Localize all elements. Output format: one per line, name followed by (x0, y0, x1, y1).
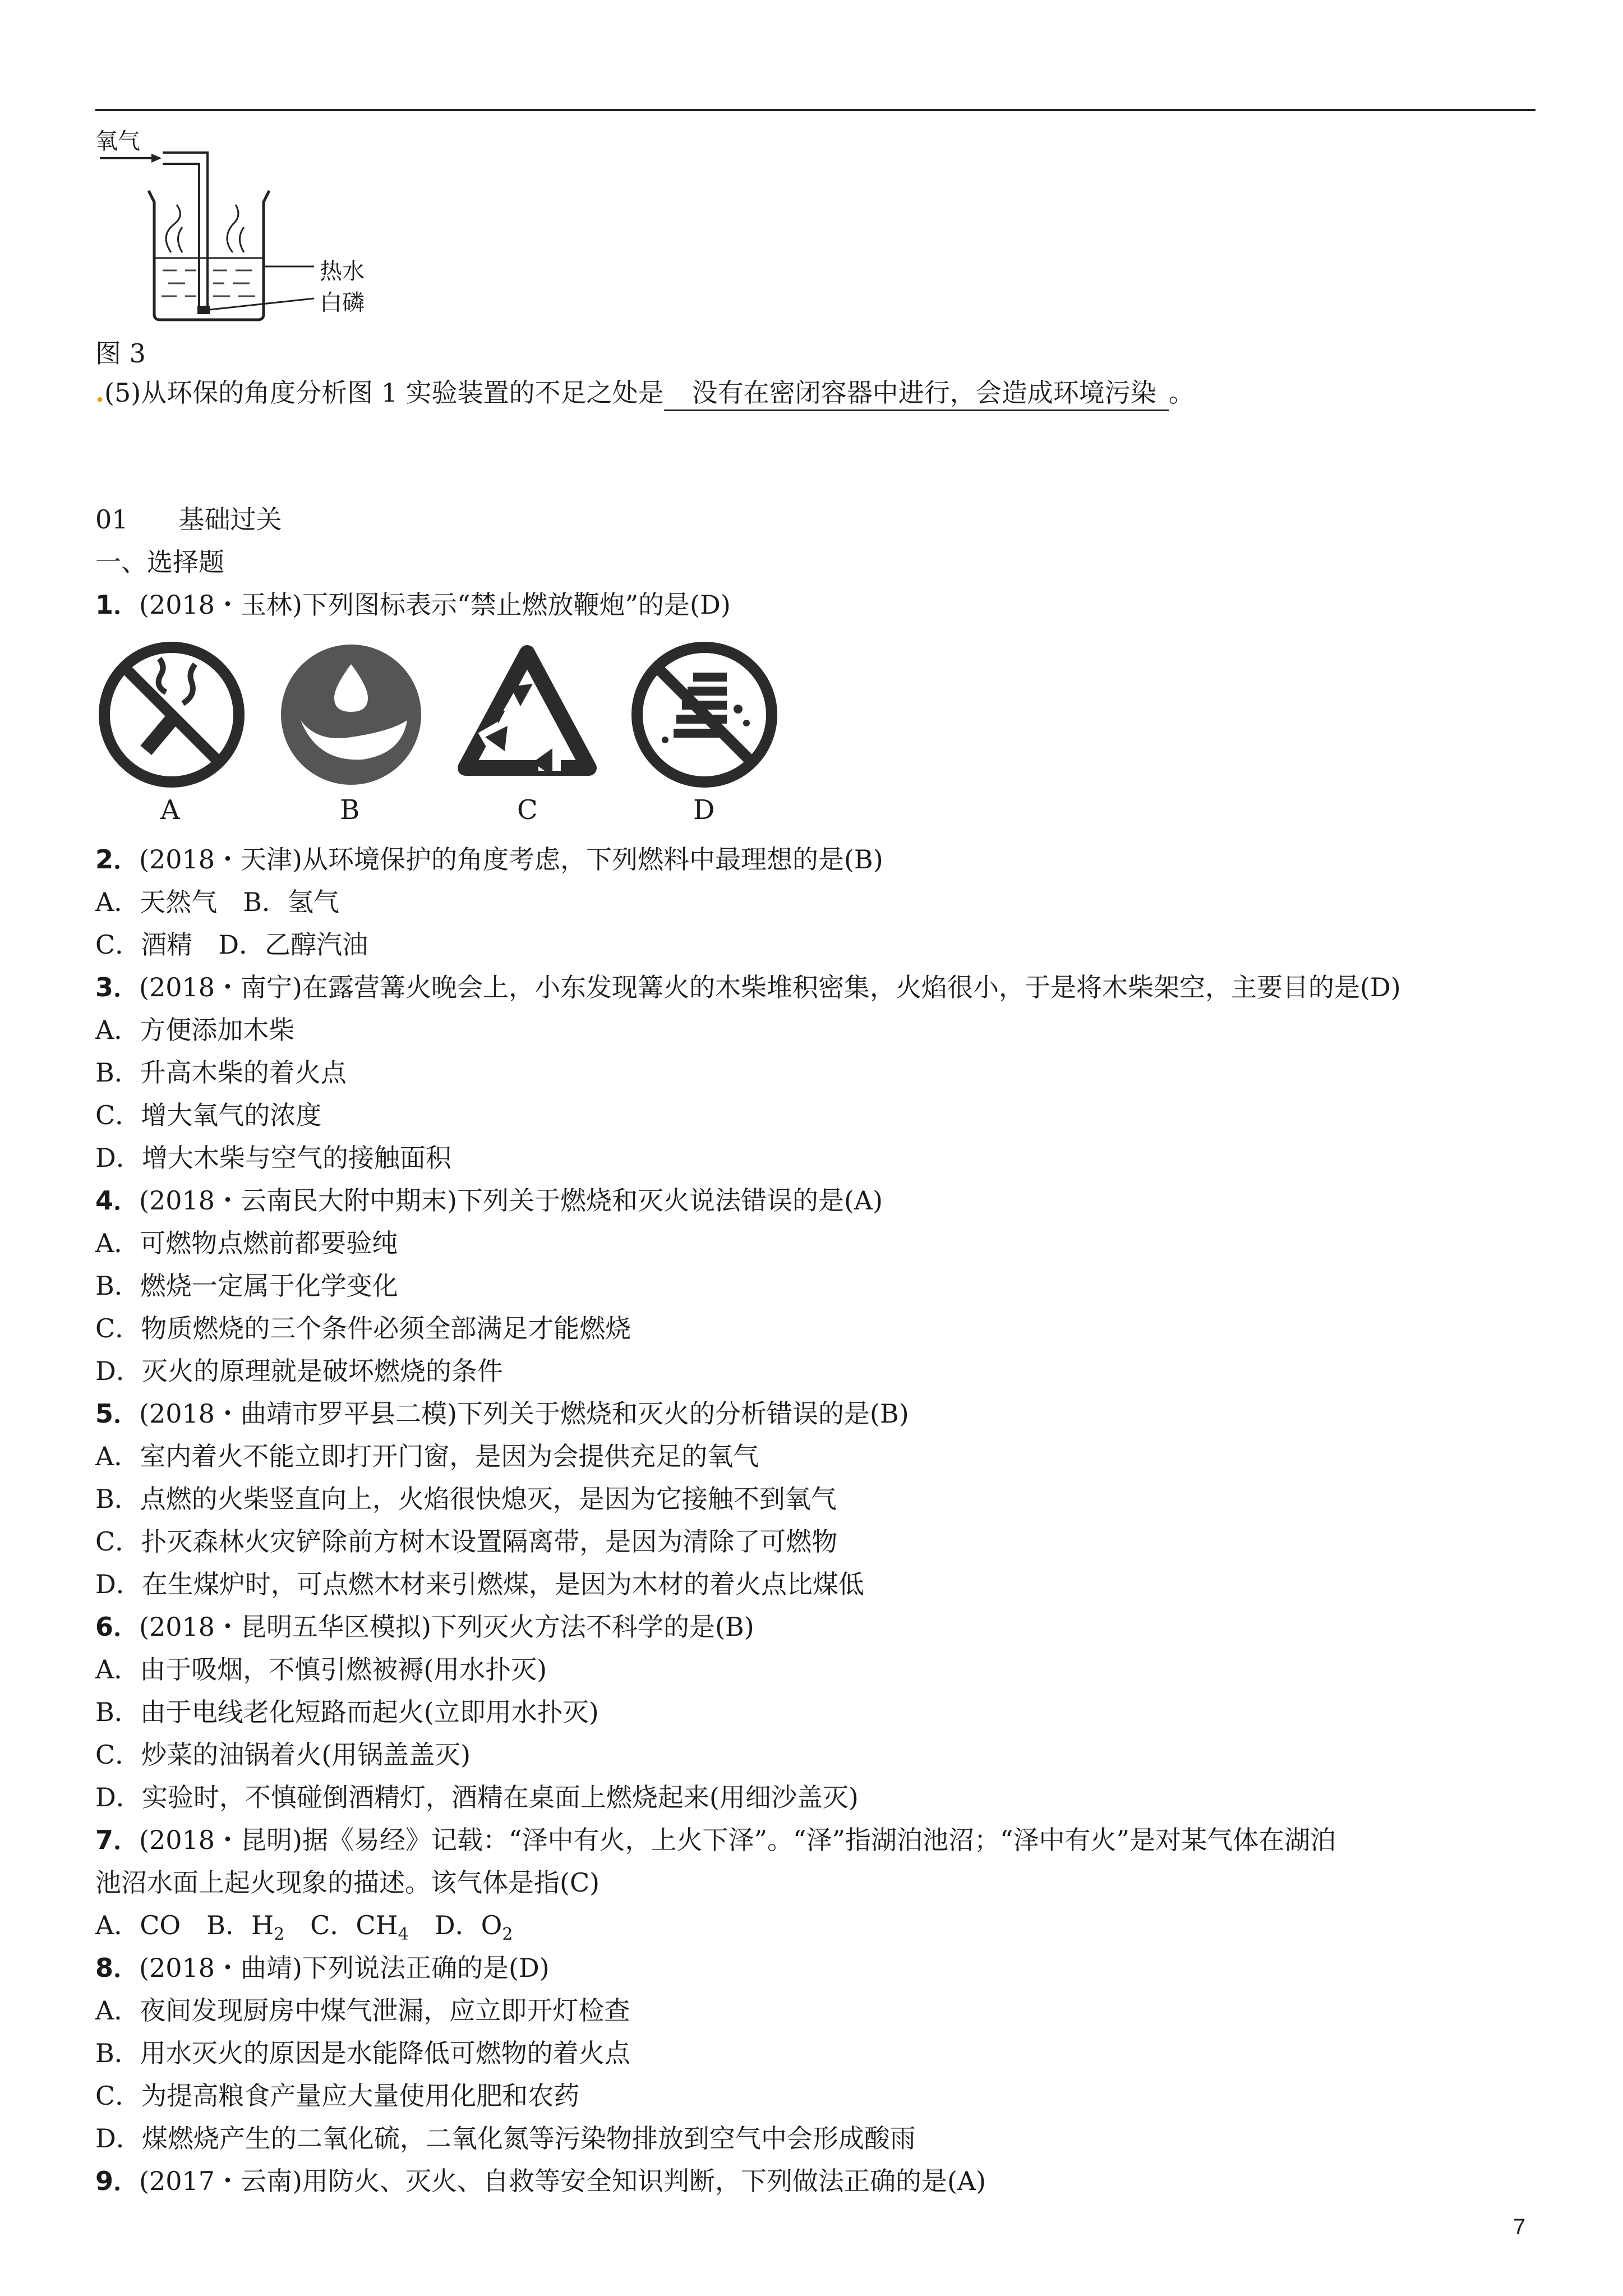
q5-option: B．点燃的火柴竖直向上，火焰很快熄灭，是因为它接触不到氧气 (95, 1484, 837, 1514)
q3-option: B．升高木柴的着火点 (95, 1057, 347, 1088)
q7-options: A．CO B．$H_2$ C．$CH_4$ D．$O_2$ (95, 1910, 513, 1945)
question-6: 6．(2018・昆明五华区模拟)下列灭火方法不科学的是(B) (95, 1612, 754, 1642)
question-1: 1．(2018・玉林)下列图标表示“禁止燃放鞭炮”的是(D) (95, 590, 731, 620)
label-hot-water: 热水 (320, 259, 365, 284)
water-drop-hand-icon (278, 642, 424, 788)
q8-option: A．夜间发现厨房中煤气泄漏，应立即开灯检查 (95, 1995, 630, 2026)
q2-option-line: C．酒精 D．乙醇汽油 (95, 930, 368, 960)
sign-label-b: B (340, 794, 360, 826)
question-9: 9．(2017・云南)用防火、灭火、自救等安全知识判断，下列做法正确的是(A) (95, 2166, 986, 2196)
question-4: 4．(2018・云南民大附中期末)下列关于燃烧和灭火说法错误的是(A) (95, 1185, 883, 1216)
sign-label-c: C (517, 794, 538, 826)
q4-option: C．物质燃烧的三个条件必须全部满足才能燃烧 (95, 1313, 631, 1343)
q5-option: C．扑灭森林火灾铲除前方树木设置隔离带，是因为清除了可燃物 (95, 1526, 838, 1557)
q8-option: C．为提高粮食产量应大量使用化肥和农药 (95, 2081, 580, 2111)
q5-prefix: (5)从环保的角度分析图 1 实验装置的不足之处是 (104, 378, 664, 408)
sign-label-a: A (160, 794, 180, 826)
question-7: 7．(2018・昆明)据《易经》记载：“泽中有火，上火下泽”。“泽”指湖泊池沼；“泽中有火”是对某气体在湖泊 (95, 1825, 1336, 1855)
q6-option: A．由于吸烟，不慎引燃被褥(用水扑灭) (95, 1654, 547, 1685)
q6-option: C．炒菜的油锅着火(用锅盖盖灭) (95, 1740, 471, 1770)
label-oxygen: 氧气 (95, 128, 140, 154)
q5-suffix: 。 (1168, 378, 1195, 408)
sign-label-d: D (693, 794, 715, 826)
question-5-fill (95, 376, 1195, 411)
q3-option: A．方便添加木柴 (95, 1015, 295, 1045)
question-7-cont: 池沼水面上起火现象的描述。该气体是指(C) (95, 1867, 600, 1898)
question-5: 5．(2018・曲靖市罗平县二模)下列关于燃烧和灭火的分析错误的是(B) (95, 1398, 909, 1429)
label-white-phosphorus: 白磷 (320, 290, 365, 316)
q4-option: A．可燃物点燃前都要验纯 (95, 1228, 398, 1258)
no-firecrackers-icon (631, 642, 777, 788)
section-title: 基础过关 (178, 504, 282, 535)
q4-option: D．灭火的原理就是破坏燃烧的条件 (95, 1356, 503, 1386)
q5-answer: 没有在密闭容器中进行，会造成环境污染 (664, 376, 1169, 411)
marker-dot: . (95, 378, 105, 408)
q6-option: D．实验时，不慎碰倒酒精灯，酒精在桌面上燃烧起来(用细沙盖灭) (95, 1782, 859, 1812)
q3-option: C．增大氧气的浓度 (95, 1100, 322, 1130)
q2-option-line: A．天然气 B．氢气 (95, 887, 340, 917)
question-2: 2．(2018・天津)从环境保护的角度考虑，下列燃料中最理想的是(B) (95, 844, 883, 875)
q6-option: B．由于电线老化短路而起火(立即用水扑灭) (95, 1697, 599, 1727)
page-number: 7 (1513, 2215, 1526, 2239)
figure-caption: 图 3 (95, 338, 146, 369)
recycle-icon (454, 642, 600, 788)
q8-option: B．用水灭火的原因是水能降低可燃物的着火点 (95, 2038, 630, 2068)
no-smoking-icon (99, 642, 245, 788)
q5-option: D．在生煤炉时，可点燃木材来引燃煤，是因为木材的着火点比煤低 (95, 1569, 864, 1599)
question-3: 3．(2018・南宁)在露营篝火晚会上，小东发现篝火的木柴堆积密集，火焰很小，于是将木柴架空，主要目的是(D) (95, 972, 1401, 1002)
section-subtitle: 一、选择题 (95, 547, 224, 577)
section-number: 01 (95, 504, 128, 535)
q4-option: B．燃烧一定属于化学变化 (95, 1271, 398, 1301)
question-8: 8．(2018・曲靖)下列说法正确的是(D) (95, 1953, 550, 1983)
q5-option: A．室内着火不能立即打开门窗，是因为会提供充足的氧气 (95, 1441, 759, 1471)
header-rule (95, 109, 1536, 111)
q3-option: D．增大木柴与空气的接触面积 (95, 1143, 451, 1173)
q8-option: D．煤燃烧产生的二氧化硫，二氧化氮等污染物排放到空气中会形成酸雨 (95, 2123, 916, 2154)
section-header (95, 503, 282, 536)
